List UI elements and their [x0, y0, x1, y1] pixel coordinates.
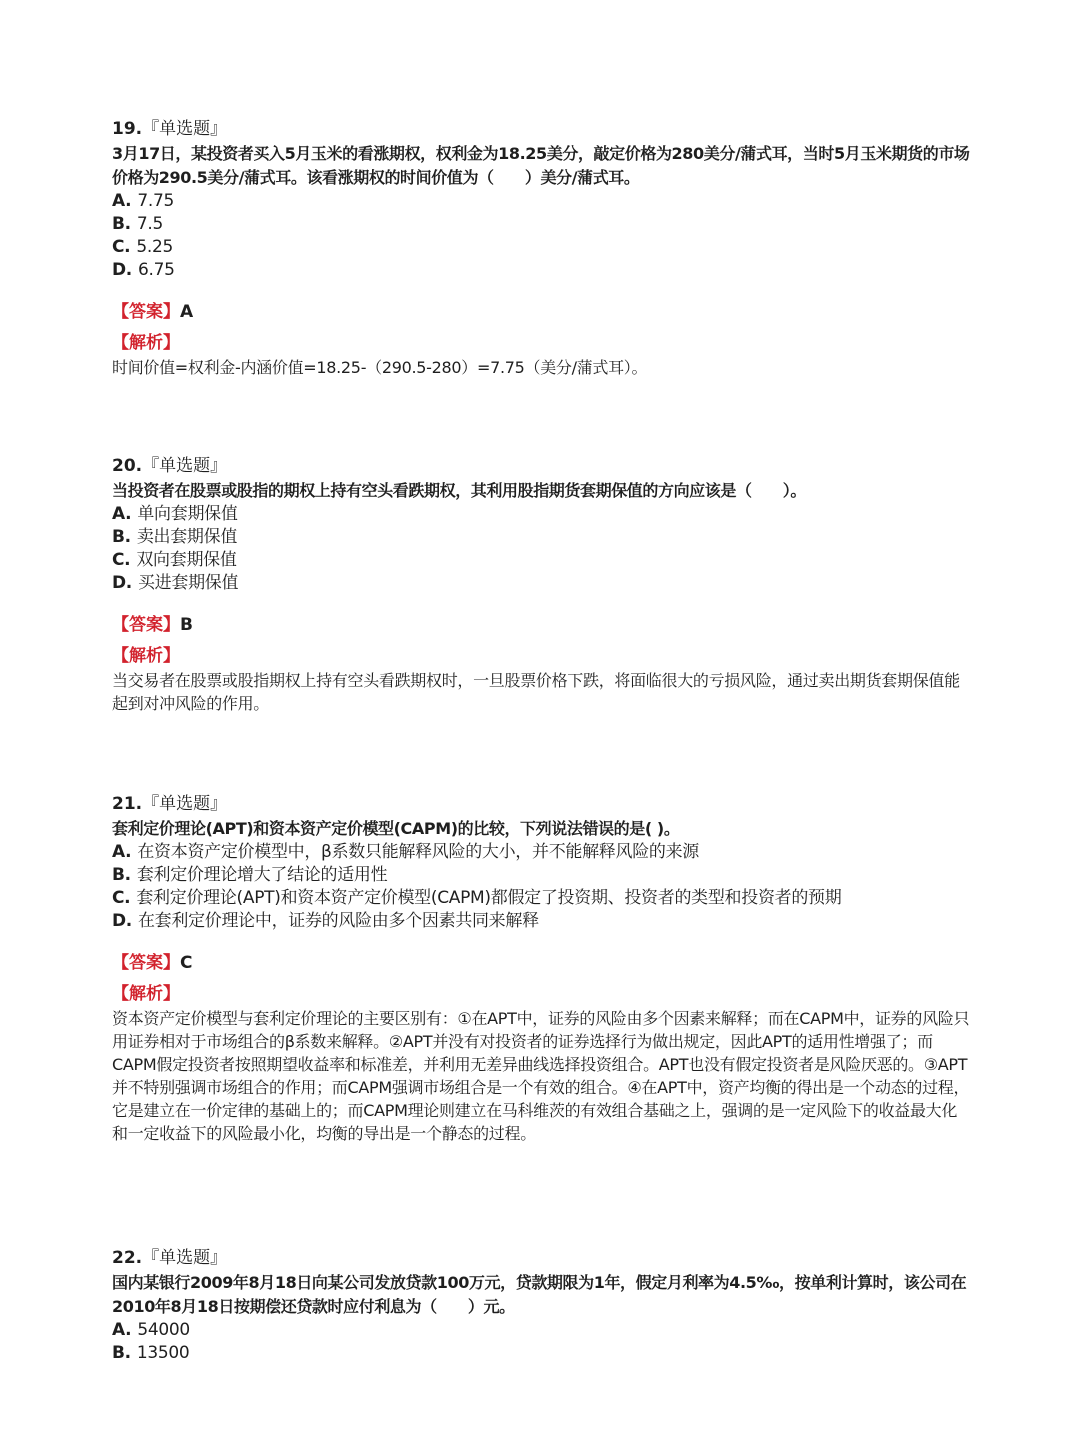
option-a: A. 7.75 [112, 191, 174, 211]
question-type: 『单选题』 [142, 1248, 228, 1268]
question-type: 『单选题』 [142, 119, 228, 139]
answer-value: C [180, 953, 193, 973]
option-c: C. 5.25 [112, 237, 173, 257]
option-a: A. 在资本资产定价模型中，β系数只能解释风险的大小，并不能解释风险的来源 [112, 842, 699, 862]
option-list [112, 1319, 972, 1365]
option-list [112, 503, 972, 595]
option-d: D. 在套利定价理论中，证券的风险由多个因素共同来解释 [112, 911, 539, 931]
analysis-text: 资本资产定价模型与套利定价理论的主要区别有：①在APT中，证券的风险由多个因素来解释；而在CAPM中，证券的风险只用证券相对于市场组合的β系数来解释。②APT并没有对投资者的证券选择行为做出规定，因此APT的适用性增强了；而CAPM假定投资者按照期望收益率和标准差，并利用无差异曲线选择投资组合。APT也没有假定投资者是风险厌恶的。③APT并不特别强调市场组合的作用；而CAPM强调市场组合是一个有效的组合。④在APT中，资产均衡的得出是一个动态的过程，它是建立在一价定律的基础上的；而CAPM理论则建立在马科维茨的有效组合基础之上，强调的是一定风险下的收益最大化和一定收益下的风险最小化，均衡的导出是一个静态的过程。 [112, 1009, 970, 1143]
answer-line [112, 950, 972, 976]
question-stem: 套利定价理论(APT)和资本资产定价模型(CAPM)的比较，下列说法错误的是( )。 [112, 819, 680, 838]
question-stem: 国内某银行2009年8月18日向某公司发放贷款100万元，贷款期限为1年，假定月利率为4.5‰，按单利计算时，该公司在2010年8月18日按期偿还贷款时应付利息为（ ）元。 [112, 1273, 967, 1316]
option-list [112, 841, 972, 933]
option-a: A. 单向套期保值 [112, 504, 238, 524]
answer-value: B [180, 615, 193, 635]
answer-label: 【答案】 [112, 302, 180, 322]
question-number: 20. [112, 456, 143, 476]
question-stem: 3月17日，某投资者买入5月玉米的看涨期权，权利金为18.25美分，敲定价格为280美分/蒲式耳，当时5月玉米期货的市场价格为290.5美分/蒲式耳。该看涨期权的时间价值为（ ）美分/蒲式耳。 [112, 144, 970, 187]
question-type: 『单选题』 [142, 456, 228, 476]
question-header [112, 453, 972, 479]
option-d: D. 买进套期保值 [112, 573, 239, 593]
option-c: C. 双向套期保值 [112, 550, 237, 570]
option-b: B. 13500 [112, 1343, 190, 1363]
question-20 [112, 453, 972, 715]
answer-value: A [180, 302, 194, 322]
analysis-label: 【解析】 [112, 646, 180, 666]
answer-line [112, 612, 972, 638]
question-19 [112, 116, 972, 379]
analysis-text: 时间价值=权利金-内涵价值=18.25-（290.5-280）=7.75（美分/蒲式耳）。 [112, 358, 648, 377]
question-22 [112, 1245, 972, 1365]
question-number: 19. [112, 119, 143, 139]
answer-label: 【答案】 [112, 615, 180, 635]
question-header [112, 1245, 972, 1271]
question-header [112, 791, 972, 817]
question-number: 22. [112, 1248, 143, 1268]
answer-label: 【答案】 [112, 953, 180, 973]
question-21 [112, 791, 972, 1145]
analysis-text: 当交易者在股票或股指期权上持有空头看跌期权时，一旦股票价格下跌，将面临很大的亏损风险，通过卖出期货套期保值能起到对冲风险的作用。 [112, 671, 960, 713]
option-a: A. 54000 [112, 1320, 190, 1340]
analysis-label: 【解析】 [112, 333, 180, 353]
question-type: 『单选题』 [142, 794, 228, 814]
answer-line [112, 299, 972, 325]
option-c: C. 套利定价理论(APT)和资本资产定价模型(CAPM)都假定了投资期、投资者的类型和投资者的预期 [112, 888, 842, 908]
question-header [112, 116, 972, 142]
question-stem: 当投资者在股票或股指的期权上持有空头看跌期权，其利用股指期货套期保值的方向应该是（ ）。 [112, 481, 807, 500]
option-d: D. 6.75 [112, 260, 175, 280]
option-b: B. 7.5 [112, 214, 163, 234]
analysis-label: 【解析】 [112, 984, 180, 1004]
option-b: B. 卖出套期保值 [112, 527, 238, 547]
option-list [112, 190, 972, 282]
question-number: 21. [112, 794, 143, 814]
option-b: B. 套利定价理论增大了结论的适用性 [112, 865, 388, 885]
